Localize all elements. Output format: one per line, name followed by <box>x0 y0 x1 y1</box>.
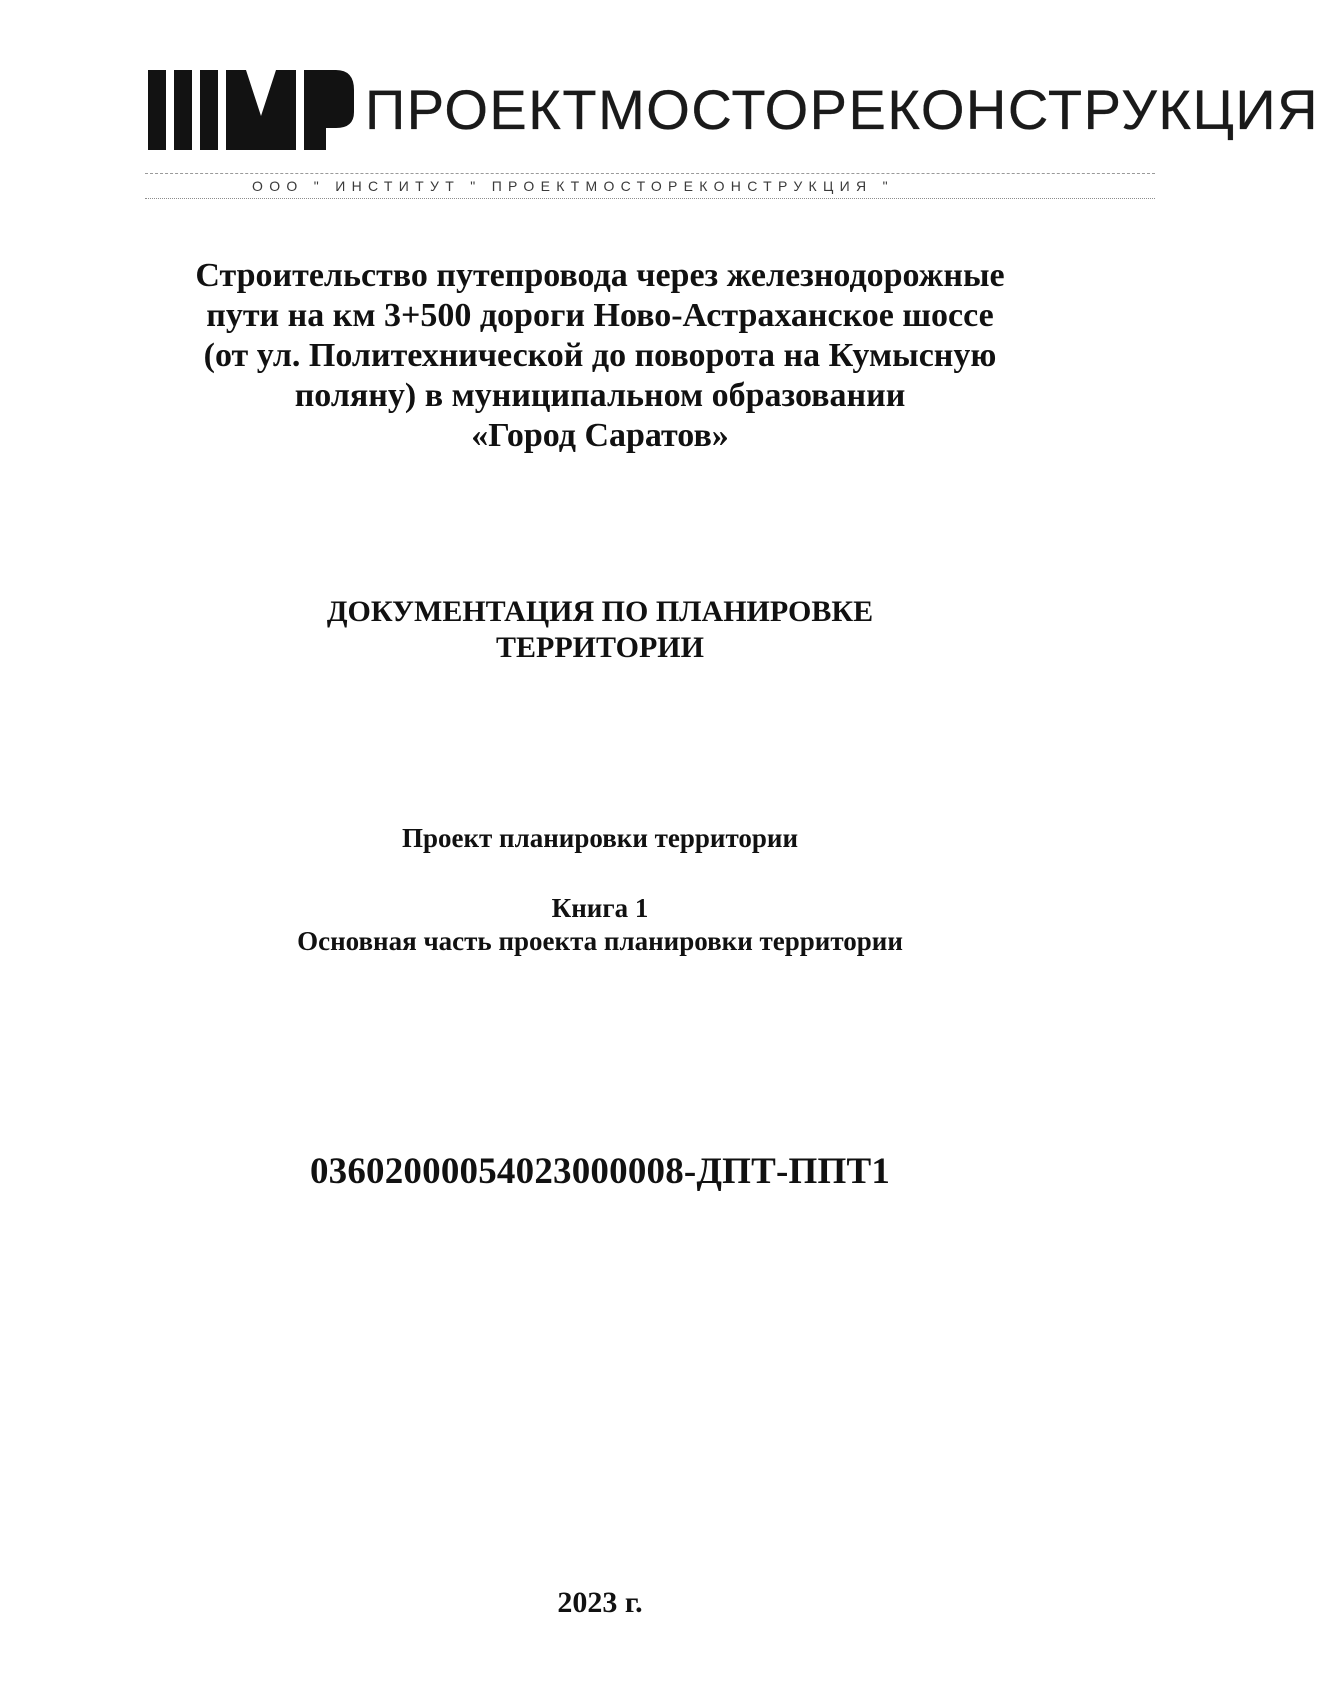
book-name: Основная часть проекта планировки территории <box>297 926 903 956</box>
brand-name: ПРОЕКТМОСТОРЕКОНСТРУКЦИЯ <box>365 78 1319 141</box>
letterhead-bottom-rule <box>145 198 1155 199</box>
institute-name: ООО " ИНСТИТУТ " ПРОЕКТМОСТОРЕКОНСТРУКЦИЯ " <box>252 178 894 194</box>
project-title-line: поляну) в муниципальном образовании <box>294 377 906 414</box>
project-title-line: Строительство путепровода через железнодорожные <box>195 257 1005 294</box>
document-code: 03602000054023000008-ДПТ-ППТ1 <box>309 1151 891 1192</box>
project-title-line: (от ул. Политехнической до поворота на Кумысную <box>203 337 997 374</box>
project-title <box>0 256 1200 456</box>
section-title: Проект планировки территории <box>401 823 799 853</box>
letterhead-top-rule <box>145 173 1155 174</box>
pmr-logo-icon <box>148 70 354 150</box>
project-title-line: «Город Саратов» <box>471 417 729 454</box>
document-type <box>0 594 1200 666</box>
book-heading <box>0 892 1200 958</box>
document-type-line: ТЕРРИТОРИИ <box>496 631 704 664</box>
document-year: 2023 г. <box>557 1586 643 1619</box>
book-number: Книга 1 <box>551 893 649 923</box>
document-type-line: ДОКУМЕНТАЦИЯ ПО ПЛАНИРОВКЕ <box>326 595 874 628</box>
project-title-line: пути на км 3+500 дороги Ново-Астраханское шоссе <box>206 297 994 334</box>
